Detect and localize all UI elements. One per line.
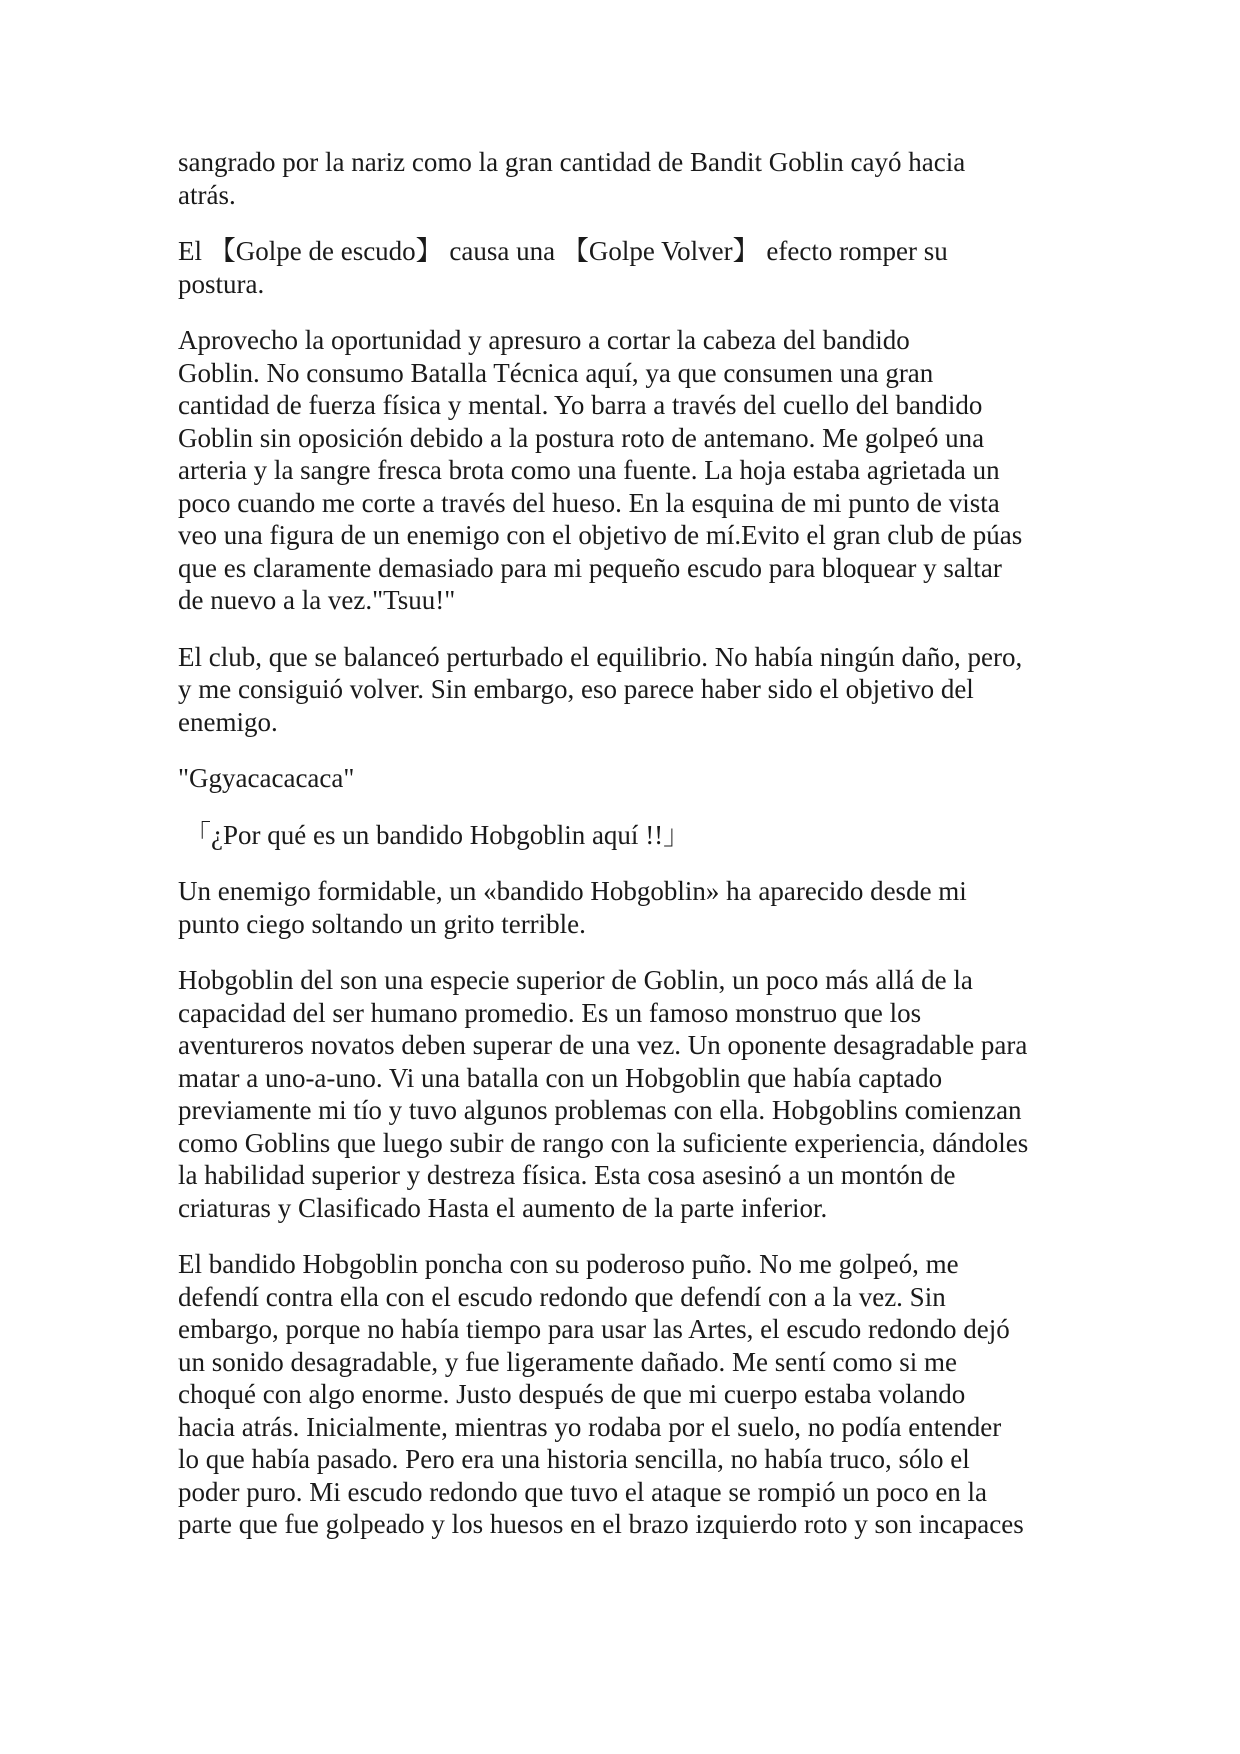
paragraph <box>178 146 1078 211</box>
text-line: poco cuando me corte a través del hueso. En la esquina de mi punto de vista <box>178 487 1000 518</box>
paragraph <box>178 1248 1078 1541</box>
text-line: veo una figura de un enemigo con el objetivo de mí.Evito el gran club de púas <box>178 520 1023 550</box>
text-line: defendí contra ella con el escudo redondo que defendí con a la vez. Sin <box>178 1281 946 1312</box>
text-line: cantidad de fuerza física y mental. Yo barra a través del cuello del bandido <box>178 390 983 420</box>
text-line: punto ciego soltando un grito terrible. <box>178 908 586 939</box>
text-line: Aprovecho la oportunidad y apresuro a cortar la cabeza del bandido <box>178 325 910 355</box>
paragraph <box>178 324 1078 617</box>
paragraph <box>178 964 1078 1224</box>
paragraph <box>178 235 1078 300</box>
paragraph <box>178 875 1078 940</box>
dialogue-line <box>178 762 1078 795</box>
text-line: capacidad del ser humano promedio. Es un famoso monstruo que los <box>178 997 922 1028</box>
text-line: hacia atrás. Inicialmente, mientras yo rodaba por el suelo, no podía entender <box>178 1411 1002 1442</box>
text-line: un sonido desagradable, y fue ligeramente dañado. Me sentí como si me <box>178 1346 958 1377</box>
text-line: atrás. <box>178 179 236 210</box>
text-line: previamente mi tío y tuvo algunos problemas con ella. Hobgoblins comienzan <box>178 1095 1022 1125</box>
text-line: sangrado por la nariz como la gran cantidad de Bandit Goblin cayó hacia <box>178 147 966 177</box>
text-line: criaturas y Clasificado Hasta el aumento de la parte inferior. <box>178 1192 828 1223</box>
text-line: parte que fue golpeado y los huesos en el brazo izquierdo roto y son incapaces <box>178 1509 1024 1539</box>
text-line: lo que había pasado. Pero era una historia sencilla, no había truco, sólo el <box>178 1444 970 1474</box>
text-line: postura. <box>178 268 265 299</box>
dialogue-line <box>184 819 1078 852</box>
text-line: la habilidad superior y destreza física. Esta cosa asesinó a un montón de <box>178 1160 956 1190</box>
text-line: choqué con algo enorme. Justo después de que mi cuerpo estaba volando <box>178 1379 966 1409</box>
text-line: de nuevo a la vez."Tsuu!" <box>178 585 456 615</box>
text-line: Hobgoblin del son una especie superior de Goblin, un poco más allá de la <box>178 965 973 995</box>
text-line: enemigo. <box>178 706 278 737</box>
document-page <box>178 146 1078 1565</box>
text-line: como Goblins que luego subir de rango con la suficiente experiencia, dándoles <box>178 1127 1029 1158</box>
text-line: embargo, porque no había tiempo para usar las Artes, el escudo redondo dejó <box>178 1314 1010 1344</box>
text-line: 「¿Por qué es un bandido Hobgoblin aquí !!」 <box>184 819 691 850</box>
text-line: Goblin. No consumo Batalla Técnica aquí, ya que consumen una gran <box>178 357 934 388</box>
text-line: "Ggyacacacaca" <box>178 763 355 793</box>
text-line: Goblin sin oposición debido a la postura roto de antemano. Me golpeó una <box>178 422 985 453</box>
text-line: poder puro. Mi escudo redondo que tuvo el ataque se rompió un poco en la <box>178 1476 988 1507</box>
text-line: que es claramente demasiado para mi pequeño escudo para bloquear y saltar <box>178 552 1002 583</box>
text-line: El bandido Hobgoblin poncha con su poderoso puño. No me golpeó, me <box>178 1249 959 1279</box>
text-line: El club, que se balanceó perturbado el equilibrio. No había ningún daño, pero, <box>178 641 1023 672</box>
text-line: aventureros novatos deben superar de una vez. Un oponente desagradable para <box>178 1030 1028 1060</box>
paragraph <box>178 641 1078 739</box>
text-line: Un enemigo formidable, un «bandido Hobgoblin» ha aparecido desde mi <box>178 876 967 906</box>
text-line: El 【Golpe de escudo】 causa una 【Golpe Volver】 efecto romper su <box>178 236 948 266</box>
text-line: arteria y la sangre fresca brota como una fuente. La hoja estaba agrietada un <box>178 455 1000 485</box>
text-line: matar a uno-a-uno. Vi una batalla con un Hobgoblin que había captado <box>178 1062 943 1093</box>
text-line: y me consiguió volver. Sin embargo, eso parece haber sido el objetivo del <box>178 674 974 704</box>
